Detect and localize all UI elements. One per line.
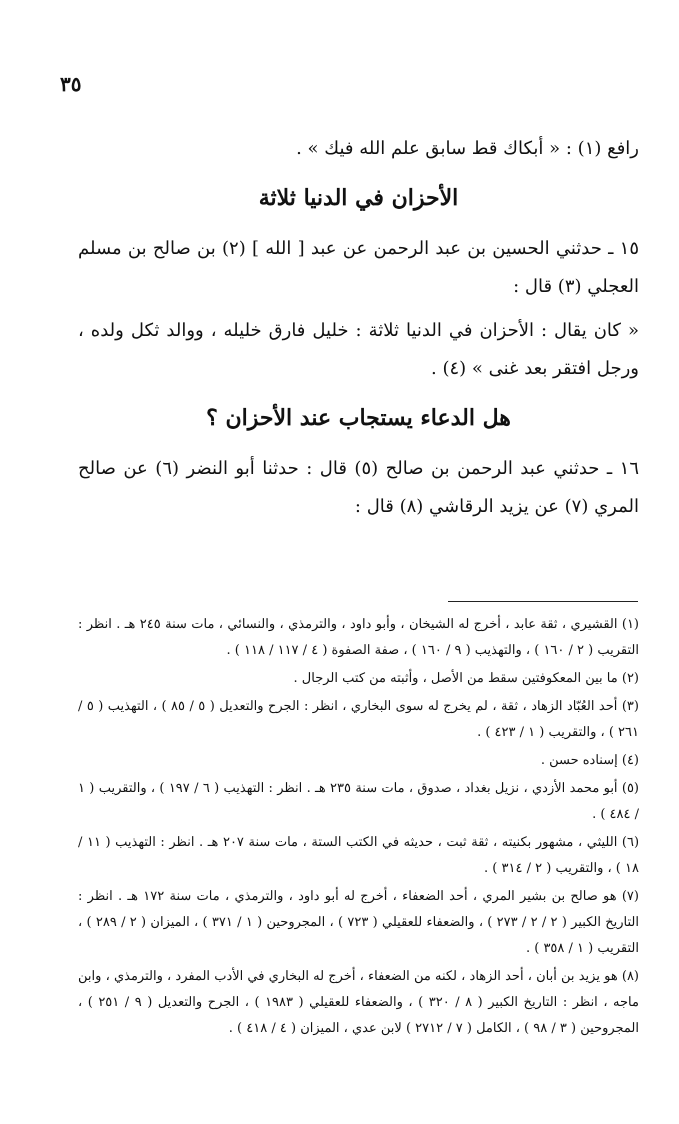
footnote-3: (٣) أحد العُبّاد الزهاد ، ثقة ، لم يخرج له سوى البخاري ، انظر : الجرح والتعديل ( ٥ / ٨٥ ) ، التهذيب ( ٥ / ٢٦١ ) ، والتقريب ( ١ / ٤٢٣ ) . bbox=[78, 699, 639, 740]
quote-paragraph: « كان يقال : الأحزان في الدنيا ثلاثة : خليل فارق خليله ، ووالد ثكل ولده ، ورجل افتقر بعد غنى » (٤) . bbox=[78, 320, 639, 379]
footnote-5: (٥) أبو محمد الأزدي ، نزيل بغداد ، صدوق ، مات سنة ٢٣٥ هـ . انظر : التهذيب ( ٦ / ١٩٧ ) ، والتقريب ( ١ / ٤٨٤ ) . bbox=[78, 781, 639, 822]
paragraph-15: ١٥ ـ حدثني الحسين بن عبد الرحمن عن عبد [ الله ] (٢) بن صالح بن مسلم العجلي (٣) قال : bbox=[78, 238, 639, 297]
footnote-2: (٢) ما بين المعكوفتين سقط من الأصل ، وأثبته من كتب الرجال . bbox=[293, 671, 639, 686]
footnote-1: (١) القشيري ، ثقة عابد ، أخرج له الشيخان ، وأبو داود ، والترمذي ، والنسائي ، مات سنة ٢٤٥ هـ . انظر : التقريب ( ٢ / ١٦٠ ) ، والتهذيب ( ٩ / ١٦٠ ) ، صفة الصفوة ( ٤ / ١١٧ / ١١٨ ) . bbox=[78, 617, 639, 658]
footnote-4: (٤) إسناده حسن . bbox=[540, 753, 639, 768]
paragraph-16: ١٦ ـ حدثني عبد الرحمن بن صالح (٥) قال : حدثنا أبو النضر (٦) عن صالح المري (٧) عن يزيد الرقاشي (٨) قال : bbox=[78, 458, 640, 517]
footnote-separator bbox=[448, 601, 638, 602]
footnote-7: (٧) هو صالح بن بشير المري ، أحد الضعفاء ، أخرج له أبو داود ، والترمذي ، مات سنة ١٧٢ هـ . انظر : التاريخ الكبير ( ٢ / ٢ / ٢٧٣ ) ، والضعفاء للعقيلي ( ٧٢٣ ) ، المجروحين ( ١ / ٣٧١ ) ، الميزان ( ٢ / ٢٨٩ ) ، التقريب ( ١ / ٣٥٨ ) . bbox=[78, 889, 639, 956]
section-heading-2: هل الدعاء يستجاب عند الأحزان ؟ bbox=[206, 405, 511, 431]
footnote-8: (٨) هو يزيد بن أبان ، أحد الزهاد ، لكنه من الضعفاء ، أخرج له البخاري في الأدب المفرد ، والترمذي ، وابن ماجه ، انظر : التاريخ الكبير ( ٨ / ٣٢٠ ) ، والضعفاء للعقيلي ( ١٩٨٣ ) ، الجرح والتعديل ( ٩ / ٢٥١ ) ، المجروحين ( ٣ / ٩٨ ) ، الكامل ( ٧ / ٢٧١٢ ) لابن عدي ، الميزان ( ٤ / ٤١٨ ) . bbox=[78, 969, 639, 1036]
paragraph-1: رافع (١) : « أبكاك قط سابق علم الله فيك » . bbox=[296, 138, 639, 159]
footnote-6: (٦) الليثي ، مشهور بكنيته ، ثقة ثبت ، حديثه في الكتب الستة ، مات سنة ٢٠٧ هـ . انظر : التهذيب ( ١١ / ١٨ ) ، والتقريب ( ٢ / ٣١٤ ) . bbox=[78, 835, 640, 876]
page-number: ٣٥ bbox=[60, 72, 82, 96]
main-text bbox=[78, 130, 639, 526]
footnotes bbox=[78, 612, 639, 1044]
section-heading-1: الأحزان في الدنيا ثلاثة bbox=[258, 185, 459, 211]
